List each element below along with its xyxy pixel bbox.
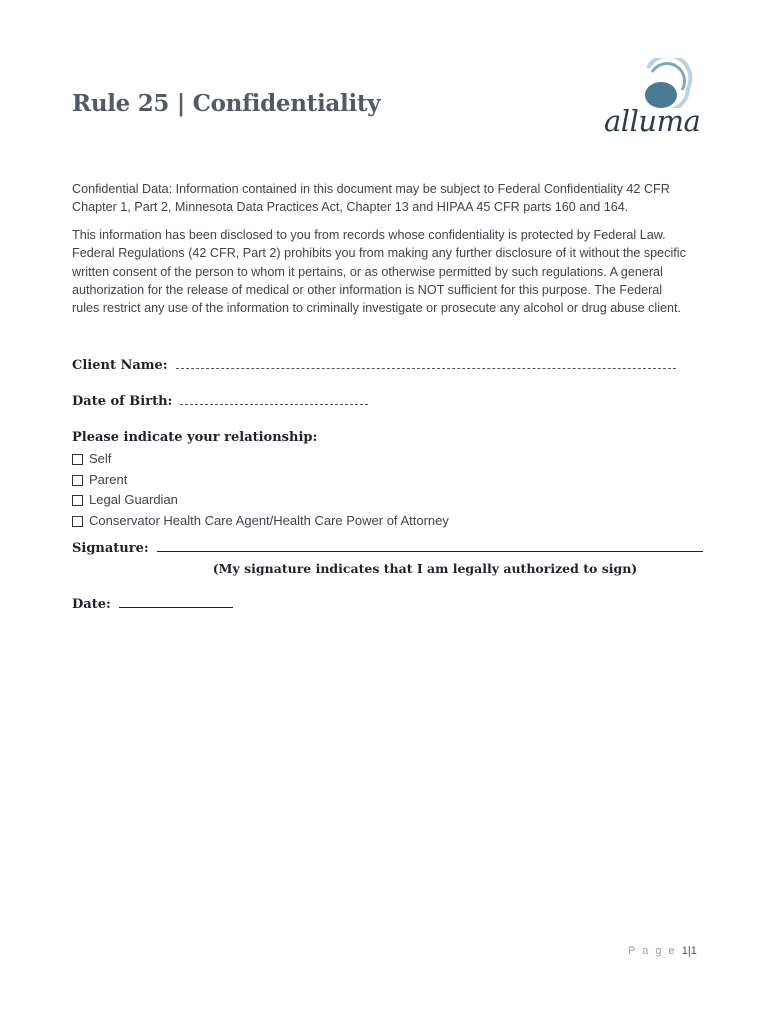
relationship-heading [72,430,317,445]
signature-field [72,541,703,556]
page-number-value: 1|1 [681,945,697,957]
page-number [628,945,697,957]
page-label: P a g e [628,945,677,957]
option-parent[interactable] [72,472,127,487]
signature-label: Signature: [72,541,149,556]
option-parent-label: Parent [89,472,128,487]
date-label: Date: [72,597,111,612]
signature-input[interactable] [157,541,703,552]
client-name-field [72,358,676,373]
alluma-logo [600,58,700,148]
dob-field [72,394,368,409]
checkbox-self[interactable] [72,454,83,465]
checkbox-legal-guardian[interactable] [72,495,83,506]
option-legal-guardian-label: Legal Guardian [89,492,178,507]
checkbox-parent[interactable] [72,475,83,486]
date-field [72,597,233,612]
disclosure-paragraph: This information has been disclosed to you from records whose confidentiality is protected by Federal Law. Federal Regulations (42 CFR, Part 2) prohibits you from making any further disclosure of it without the specific written consent of the person to whom it pertains, or as otherwise permitted by such regulations. A general authorization for the release of medical or other information is NOT sufficient for this purpose. The Federal rules restrict any use of the information to criminally investigate or prosecute any alcohol or drug abuse client. [72,228,686,316]
option-self[interactable] [72,451,111,466]
logo-text: alluma [604,104,701,138]
client-name-label: Client Name: [72,358,168,373]
option-self-label: Self [89,451,112,466]
dob-input[interactable] [180,394,368,405]
signature-note: (My signature indicates that I am legally authorized to sign) [212,561,638,576]
option-conservator-label: Conservator Health Care Agent/Health Care Power of Attorney [89,513,449,528]
dob-label: Date of Birth: [72,394,173,409]
logo-mark-icon [600,58,700,108]
client-name-input[interactable] [176,358,676,369]
option-legal-guardian[interactable] [72,492,178,507]
date-input[interactable] [119,597,233,608]
page-title: Rule 25 | Confidentiality [72,90,381,117]
confidential-data-paragraph: Confidential Data: Information contained in this document may be subject to Federal Confidentiality 42 CFR Chapter 1, Part 2, Minnesota Data Practices Act, Chapter 13 and HIPAA 45 CFR parts 160 and 164. [72,182,670,215]
relationship-label: Please indicate your relationship: [72,430,318,445]
checkbox-conservator[interactable] [72,516,83,527]
option-conservator[interactable] [72,513,449,528]
